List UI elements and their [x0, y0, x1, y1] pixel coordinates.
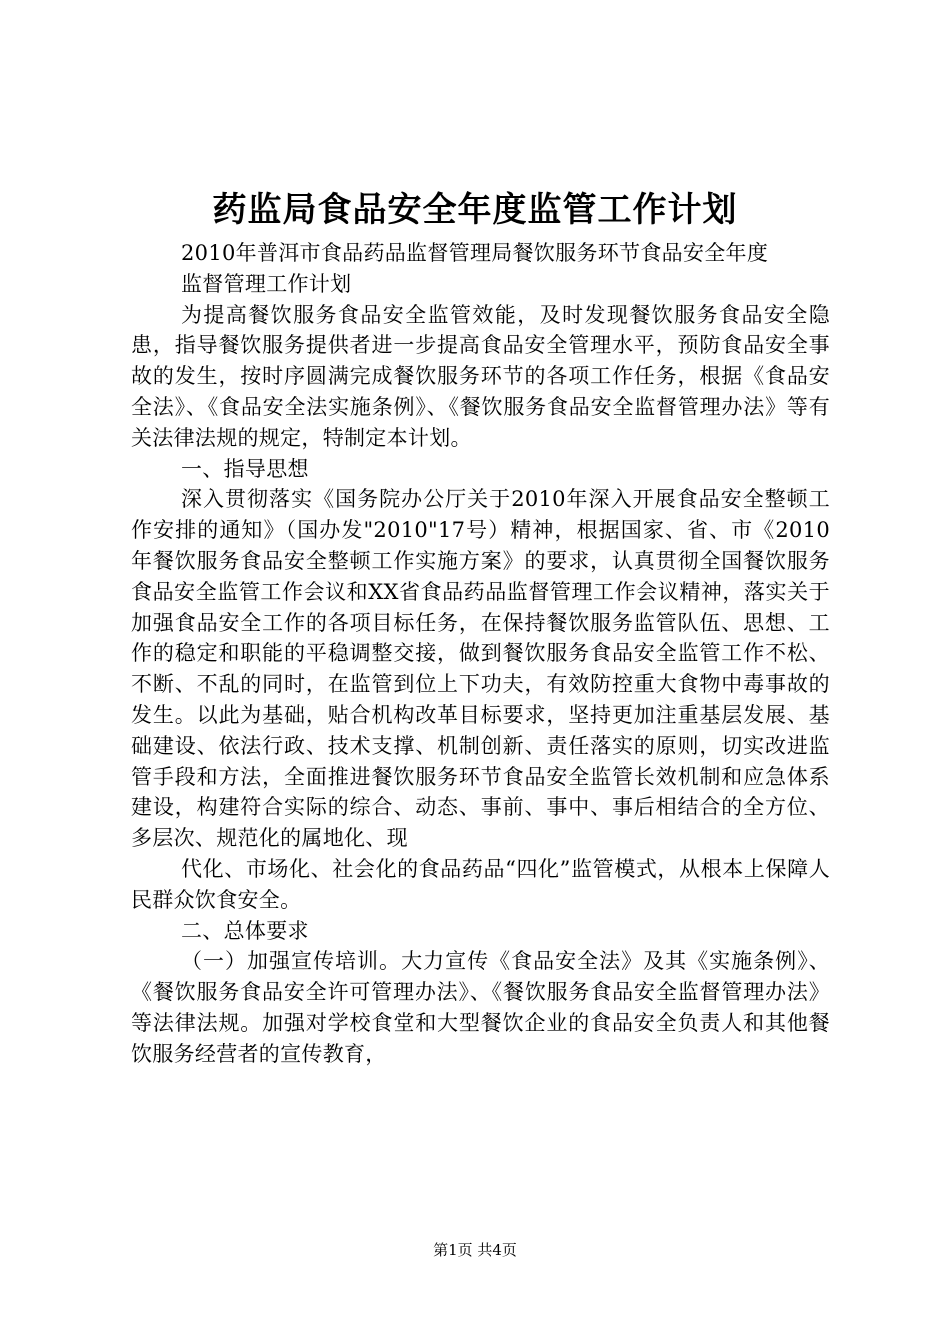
paragraph-guiding-ideology: 深入贯彻落实《国务院办公厅关于2010年深入开展食品安全整顿工作安排的通知》（国办发"2010"17号）精神，根据国家、省、市《2010年餐饮服务食品安全整顿工作实施方案》的要求，认真贯彻全国餐饮服务食品安全监管工作会议和XX省食品药品监督管理工作会议精神，落实关于加强食品安全工作的各项目标任务，在保持餐饮服务监管队伍、思想、工作的稳定和职能的平稳调整交接，做到餐饮服务食品安全监管工作不松、不断、不乱的同时，在监管到位上下功夫，有效防控重大食物中毒事故的发生。以此为基础，贴合机构改革目标要求，坚持更加注重基层发展、基础建设、依法行政、技术支撑、机制创新、责任落实的原则，切实改进监管手段和方法，全面推进餐饮服务环节食品安全监管长效机制和应急体系建设，构建符合实际的综合、动态、事前、事中、事后相结合的全方位、多层次、规范化的属地化、现: [131, 487, 830, 851]
document-body: [131, 238, 830, 1070]
section-heading-guiding-ideology: 一、指导思想: [181, 456, 309, 481]
paragraph-heading-line-2: 监督管理工作计划: [181, 271, 352, 296]
paragraph-guiding-ideology-continued: 代化、市场化、社会化的食品药品“四化”监管模式，从根本上保障人民群众饮食安全。: [131, 856, 830, 912]
section-heading-overall-requirements: 二、总体要求: [181, 918, 309, 943]
paragraph-publicity-training: （一）加强宣传培训。大力宣传《食品安全法》及其《实施条例》、《餐饮服务食品安全许可管理办法》、《餐饮服务食品安全监督管理办法》等法律法规。加强对学校食堂和大型餐饮企业的食品安全负责人和其他餐饮服务经营者的宣传教育，: [131, 949, 830, 1066]
document-title: 药监局食品安全年度监管工作计划: [212, 190, 738, 230]
page-number-footer: 第1页 共4页: [433, 1241, 517, 1259]
paragraph-heading-line-1: 2010年普洱市食品药品监督管理局餐饮服务环节食品安全年度: [181, 241, 769, 265]
paragraph-intro: 为提高餐饮服务食品安全监管效能，及时发现餐饮服务食品安全隐患，指导餐饮服务提供者进一步提高食品安全管理水平，预防食品安全事故的发生，按时序圆满完成餐饮服务环节的各项工作任务，根据《食品安全法》、《食品安全法实施条例》、《餐饮服务食品安全监督管理办法》等有关法律法规的规定，特制定本计划。: [131, 302, 830, 450]
